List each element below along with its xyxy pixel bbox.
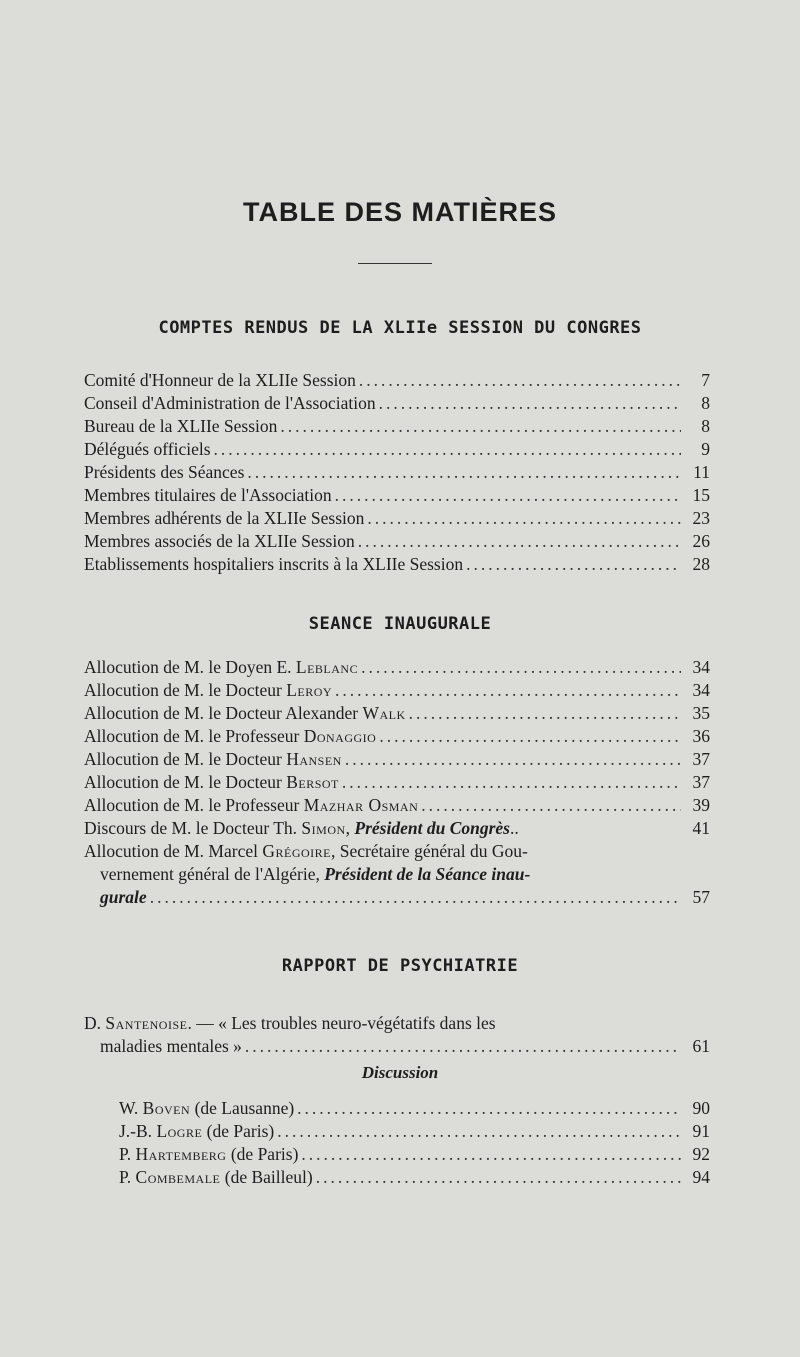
- leader-dots: [421, 794, 681, 817]
- section-heading-rapport: [0, 956, 800, 976]
- toc-entry-page: 23: [692, 508, 710, 528]
- title-rule: [358, 263, 432, 264]
- toc-entry-label: Allocution de M. Marcel Grégoire, Secrétaire général du Gou-: [84, 841, 528, 861]
- toc-entry-continuation: maladies mentales » ..... 61: [84, 1035, 710, 1058]
- author-name: Boven: [142, 1098, 191, 1118]
- section-heading-text: RAPPORT DE PSYCHIATRIE: [281, 956, 519, 976]
- section-heading-text: COMPTES RENDUS DE LA XLIIe SESSION DU CONGRES: [158, 318, 642, 338]
- author-name: Simon: [301, 818, 346, 838]
- toc-entry[interactable]: [84, 725, 710, 748]
- toc-entry[interactable]: [84, 530, 710, 553]
- toc-entry[interactable]: [84, 438, 710, 461]
- toc-entry-page: 8: [701, 393, 710, 413]
- author-name: Walk: [362, 703, 406, 723]
- toc-entry[interactable]: [119, 1097, 710, 1120]
- toc-entry-label: Conseil d'Administration de l'Association: [84, 393, 376, 413]
- author-name: Combemale: [135, 1167, 221, 1187]
- toc-entry[interactable]: [84, 656, 710, 679]
- leader-dots: [345, 748, 681, 771]
- author-name: Mazhar Osman: [303, 795, 419, 815]
- toc-entry-page: 61: [692, 1036, 710, 1056]
- author-name: Hartemberg: [135, 1144, 227, 1164]
- author-name: Leblanc: [295, 657, 359, 677]
- toc-entry-multiline[interactable]: [84, 840, 710, 909]
- toc-entry-label: Comité d'Honneur de la XLIIe Session: [84, 370, 356, 390]
- toc-list-seance-inaugurale: [84, 656, 710, 909]
- toc-entry-label: Délégués officiels: [84, 439, 211, 459]
- toc-entry-label: P. Hartemberg (de Paris): [119, 1144, 299, 1164]
- toc-entry[interactable]: [119, 1166, 710, 1189]
- toc-entry-label: Allocution de M. le Professeur Mazhar Osman: [84, 795, 419, 815]
- toc-entry-label: P. Combemale (de Bailleul): [119, 1167, 313, 1187]
- leader-dots: [358, 530, 681, 553]
- toc-entry[interactable]: [84, 415, 710, 438]
- leader-dots: [361, 656, 681, 679]
- leader-dots: [214, 438, 681, 461]
- toc-entry-page: 91: [692, 1121, 710, 1141]
- toc-entry[interactable]: [84, 507, 710, 530]
- toc-entry-page: 41: [692, 818, 710, 838]
- leader-dots: [379, 392, 681, 415]
- toc-entry[interactable]: [84, 817, 710, 840]
- toc-entry-label: Membres associés de la XLIIe Session: [84, 531, 355, 551]
- leader-dots: [316, 1166, 681, 1189]
- toc-entry-page: 57: [692, 887, 710, 907]
- toc-entry-rapport[interactable]: [84, 1012, 710, 1058]
- toc-entry-continuation: gurale ..... 57: [84, 886, 710, 909]
- toc-entry-page: 36: [692, 726, 710, 746]
- leader-dots: [367, 507, 681, 530]
- toc-entry-label: W. Boven (de Lausanne): [119, 1098, 295, 1118]
- leader-dots: [335, 484, 681, 507]
- author-name: Logre: [156, 1121, 203, 1141]
- toc-entry[interactable]: [119, 1120, 710, 1143]
- toc-entry[interactable]: [84, 748, 710, 771]
- discussion-heading: Discussion: [361, 1063, 439, 1082]
- author-name: Donaggio: [303, 726, 377, 746]
- toc-entry-page: 26: [692, 531, 710, 551]
- leader-dots: [277, 1120, 681, 1143]
- toc-entry-page: 94: [692, 1167, 710, 1187]
- toc-entry[interactable]: [84, 553, 710, 576]
- toc-entry[interactable]: [84, 484, 710, 507]
- toc-entry[interactable]: [84, 369, 710, 392]
- author-name: Leroy: [286, 680, 333, 700]
- toc-entry-label: Membres titulaires de l'Association: [84, 485, 332, 505]
- toc-entry-page: 90: [692, 1098, 710, 1118]
- toc-entry-label: J.-B. Logre (de Paris): [119, 1121, 275, 1141]
- leader-dots: [150, 886, 681, 909]
- author-name: Hansen: [286, 749, 342, 769]
- toc-entry-page: 34: [692, 657, 710, 677]
- toc-entry-page: 34: [692, 680, 710, 700]
- author-name: Santenoise: [105, 1013, 188, 1033]
- toc-list-discussion: [119, 1097, 710, 1189]
- toc-entry-label: Allocution de M. le Doyen E. Leblanc: [84, 657, 359, 677]
- toc-entry-page: 8: [701, 416, 710, 436]
- leader-dots: [409, 702, 681, 725]
- toc-entry[interactable]: [84, 702, 710, 725]
- toc-entry-label: Etablissements hospitaliers inscrits à la XLIIe Session: [84, 554, 464, 574]
- section-heading-text: SEANCE INAUGURALE: [308, 614, 492, 634]
- toc-entry-label: Bureau de la XLIIe Session: [84, 416, 278, 436]
- toc-entry-label: Allocution de M. le Docteur Leroy: [84, 680, 333, 700]
- section-heading-seance-inaugurale: [0, 614, 800, 634]
- toc-entry[interactable]: [84, 771, 710, 794]
- toc-entry-label: Allocution de M. le Docteur Bersot: [84, 772, 339, 792]
- toc-entry[interactable]: [84, 392, 710, 415]
- toc-entry-page: 92: [692, 1144, 710, 1164]
- toc-entry-page: 11: [693, 462, 710, 482]
- leader-dots: [342, 771, 681, 794]
- leader-dots: [359, 369, 681, 392]
- page-title: TABLE DES MATIÈRES: [242, 197, 557, 227]
- toc-entry-label: Discours de M. le Docteur Th. Simon, Président du Congrès..: [84, 818, 519, 838]
- toc-entry-page: 7: [701, 370, 710, 390]
- leader-dots: [466, 553, 681, 576]
- toc-entry-page: 35: [692, 703, 710, 723]
- toc-entry-label: Allocution de M. le Professeur Donaggio: [84, 726, 377, 746]
- toc-entry[interactable]: [119, 1143, 710, 1166]
- leader-dots: [301, 1143, 681, 1166]
- section-heading-comptes-rendus: [0, 318, 800, 338]
- toc-entry-label: Membres adhérents de la XLIIe Session: [84, 508, 365, 528]
- toc-entry[interactable]: [84, 679, 710, 702]
- toc-entry-label: D. Santenoise. — « Les troubles neuro-végétatifs dans les: [84, 1013, 496, 1033]
- author-name: Bersot: [286, 772, 339, 792]
- toc-entry[interactable]: [84, 794, 710, 817]
- leader-dots: [335, 679, 681, 702]
- leader-dots: [247, 461, 681, 484]
- toc-entry-label: Allocution de M. le Docteur Hansen: [84, 749, 342, 769]
- leader-dots: [297, 1097, 681, 1120]
- author-name: Grégoire: [262, 841, 331, 861]
- leader-dots: [379, 725, 681, 748]
- toc-entry-label: Présidents des Séances: [84, 462, 245, 482]
- leader-dots: [245, 1035, 681, 1058]
- toc-entry-page: 39: [692, 795, 710, 815]
- toc-entry-continuation: vernement général de l'Algérie, Président de la Séance inau-: [100, 864, 531, 884]
- toc-entry-label: Allocution de M. le Docteur Alexander Walk: [84, 703, 406, 723]
- toc-entry-page: 15: [692, 485, 710, 505]
- leader-dots: [280, 415, 681, 438]
- toc-entry-page: 28: [692, 554, 710, 574]
- toc-list-comptes-rendus: [84, 369, 710, 576]
- toc-entry-page: 37: [692, 749, 710, 769]
- toc-entry-page: 37: [692, 772, 710, 792]
- toc-entry-page: 9: [701, 439, 710, 459]
- toc-entry[interactable]: [84, 461, 710, 484]
